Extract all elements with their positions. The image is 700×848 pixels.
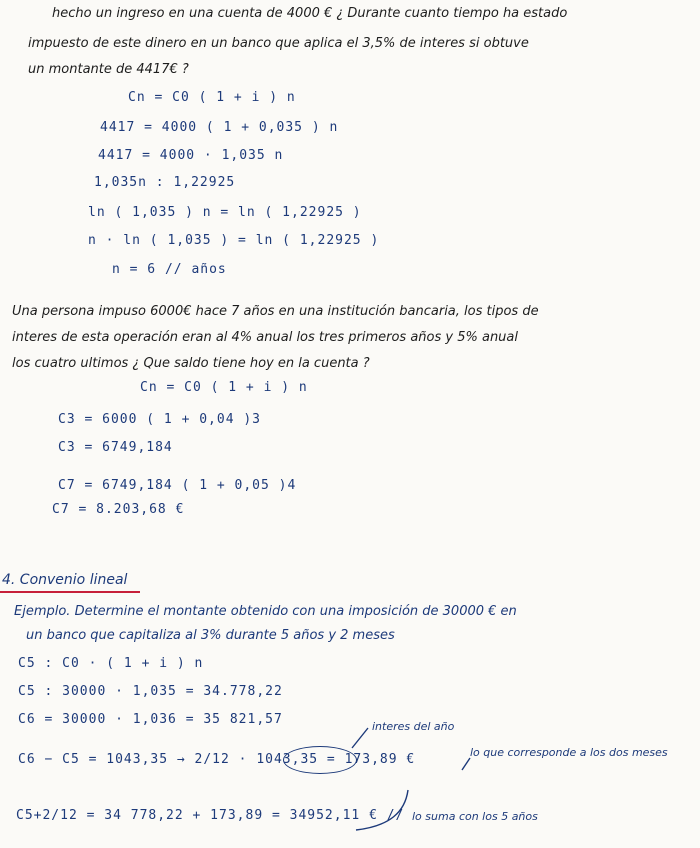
problem1-line-3: un montante de 4417€ ? <box>28 62 189 77</box>
problem1-formula: Cn = C0 ( 1 + i ) n <box>128 90 296 105</box>
arrow-corresponds <box>462 758 470 770</box>
problem2-result: C7 = 8.203,68 € <box>52 502 185 517</box>
problem1-step-4: ln ( 1,035 ) n = ln ( 1,22925 ) <box>88 205 362 220</box>
section-heading: 4. Convenio lineal <box>2 572 128 588</box>
example-step-4: C6 − C5 = 1043,35 → 2/12 · 1043,35 = 173,89 € <box>18 752 416 767</box>
note-corresponds: lo que corresponde a los dos meses <box>470 746 668 759</box>
arrow-interest <box>352 728 368 748</box>
problem2-formula: Cn = C0 ( 1 + i ) n <box>140 380 308 395</box>
example-step-1: C5 : C0 · ( 1 + i ) n <box>18 656 204 671</box>
example-step-3: C6 = 30000 · 1,036 = 35 821,57 <box>18 712 283 727</box>
example-result: C5+2/12 = 34 778,22 + 173,89 = 34952,11 € // <box>16 808 405 823</box>
problem1-result: n = 6 // años <box>112 262 227 277</box>
problem2-step-3: C7 = 6749,184 ( 1 + 0,05 )4 <box>58 478 297 493</box>
problem1-step-3: 1,035n : 1,22925 <box>94 175 236 190</box>
problem2-step-2: C3 = 6749,184 <box>58 440 173 455</box>
circled-value <box>283 746 357 774</box>
note-interest: interes del año <box>372 720 455 733</box>
problem2-line-1: Una persona impuso 6000€ hace 7 años en una institución bancaria, los tipos de <box>12 304 539 319</box>
problem1-step-1: 4417 = 4000 ( 1 + 0,035 ) n <box>100 120 339 135</box>
problem1-step-2: 4417 = 4000 · 1,035 n <box>98 148 284 163</box>
heading-underline <box>0 591 140 593</box>
example-step-2: C5 : 30000 · 1,035 = 34.778,22 <box>18 684 283 699</box>
problem1-line-2: impuesto de este dinero en un banco que aplica el 3,5% de interes si obtuve <box>28 36 529 51</box>
problem2-line-2: interes de esta operación eran al 4% anual los tres primeros años y 5% anual <box>12 330 519 345</box>
note-sum: lo suma con los 5 años <box>412 810 538 823</box>
example-line-2: un banco que capitaliza al 3% durante 5 años y 2 meses <box>26 628 395 643</box>
problem1-line-1: hecho un ingreso en una cuenta de 4000 € ¿ Durante cuanto tiempo ha estado <box>52 6 568 21</box>
problem2-line-3: los cuatro ultimos ¿ Que saldo tiene hoy en la cuenta ? <box>12 356 370 371</box>
example-line-1: Ejemplo. Determine el montante obtenido con una imposición de 30000 € en <box>14 604 517 619</box>
problem2-step-1: C3 = 6000 ( 1 + 0,04 )3 <box>58 412 262 427</box>
problem1-step-5: n · ln ( 1,035 ) = ln ( 1,22925 ) <box>88 233 380 248</box>
